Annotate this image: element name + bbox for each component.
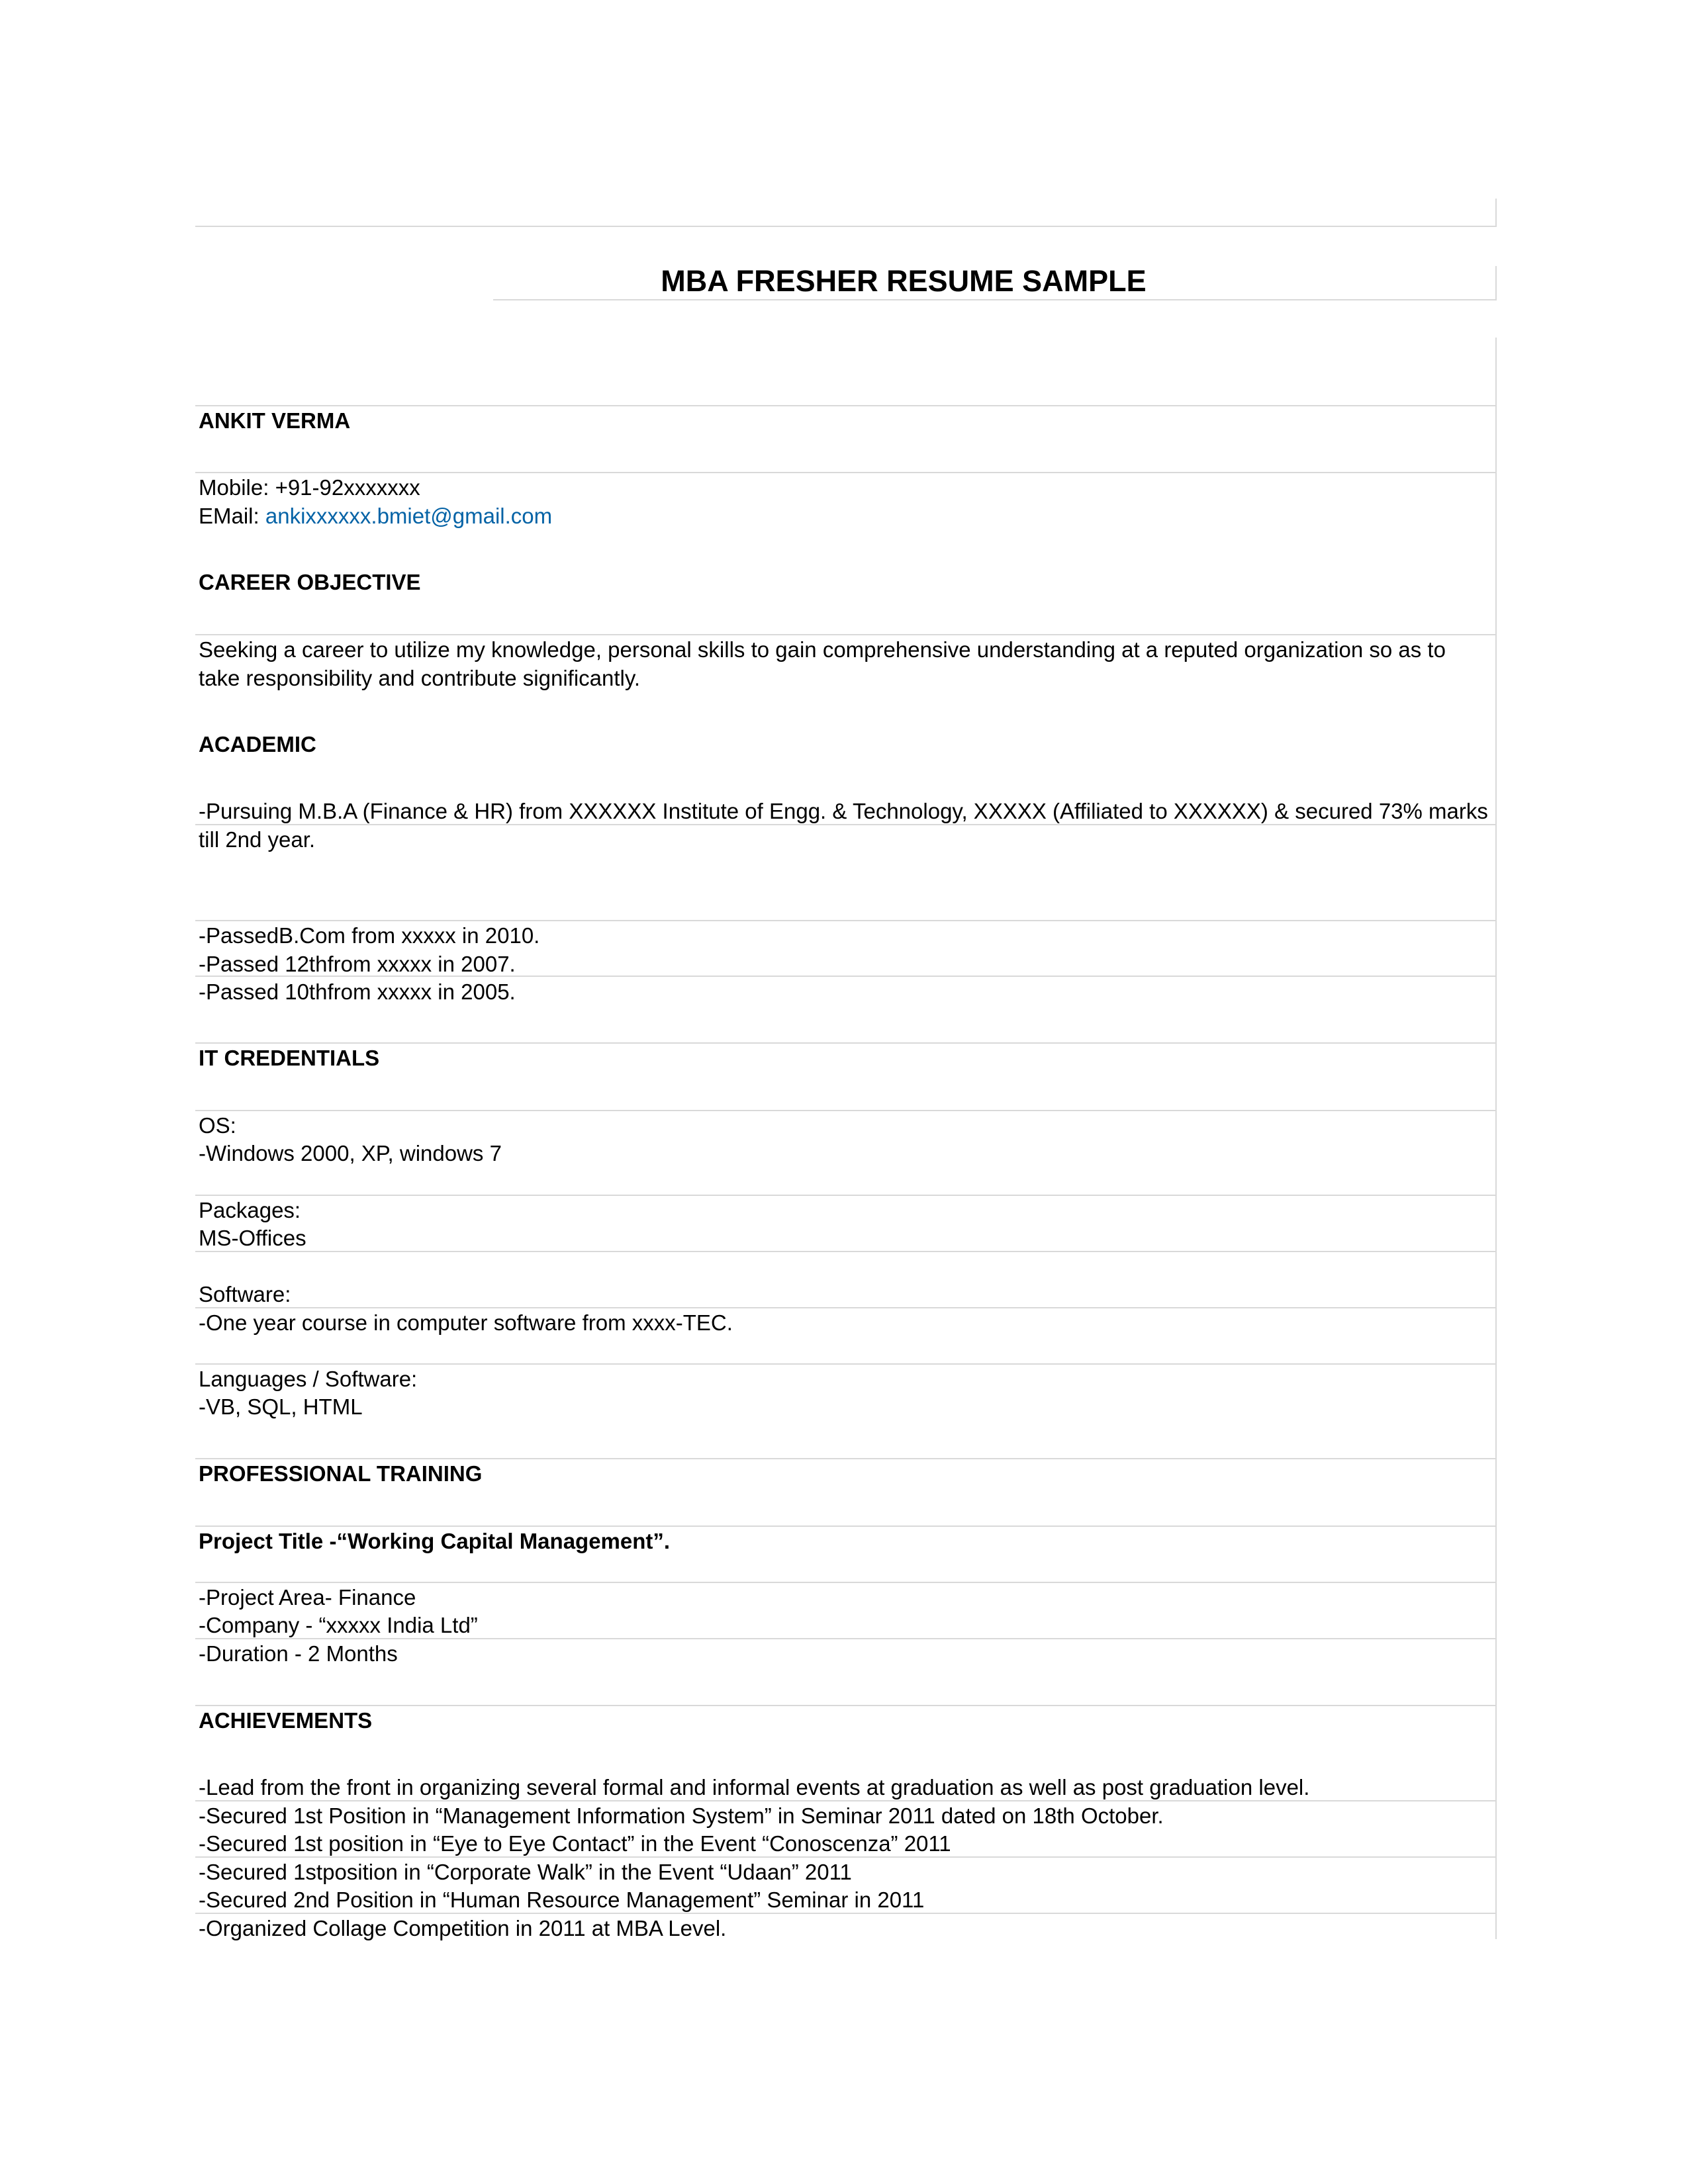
grid-hline — [195, 226, 1497, 227]
grid-hline — [195, 1195, 1497, 1196]
languages-value: -VB, SQL, HTML — [199, 1394, 363, 1419]
career-objective-text: Seeking a career to utilize my knowledge, personal skills to gain comprehensive understanding at a reputed organization so as to take responsibility and contribute significantly. — [199, 637, 1446, 690]
grid-hline — [195, 405, 1497, 406]
achievement-item: -Lead from the front in organizing several formal and informal events at graduation as well as post graduation level. — [199, 1775, 1310, 1799]
grid-hline — [195, 1251, 1497, 1252]
achievements-heading: ACHIEVEMENTS — [199, 1708, 373, 1733]
packages-label: Packages: — [199, 1198, 301, 1222]
mobile-line — [199, 473, 420, 502]
os-value: -Windows 2000, XP, windows 7 — [199, 1141, 502, 1165]
languages-label: Languages / Software: — [199, 1367, 418, 1391]
software-label: Software: — [199, 1282, 291, 1306]
os-label: OS: — [199, 1113, 236, 1138]
professional-training-heading: PROFESSIONAL TRAINING — [199, 1461, 483, 1486]
grid-hline — [195, 1110, 1497, 1111]
project-detail: -Company - “xxxxx India Ltd” — [199, 1613, 478, 1637]
grid-vline-body — [1495, 338, 1497, 1939]
software-value: -One year course in computer software from xxxx-TEC. — [199, 1310, 733, 1335]
career-objective-heading: CAREER OBJECTIVE — [199, 570, 421, 594]
email-label: EMail: — [199, 504, 265, 528]
mobile-number: +91-92xxxxxxx — [275, 475, 420, 500]
achievement-item: -Secured 2nd Position in “Human Resource Management” Seminar in 2011 — [199, 1888, 925, 1912]
academic-heading: ACADEMIC — [199, 732, 316, 756]
academic-item: -Passed 12thfrom xxxxx in 2007. — [199, 952, 516, 976]
academic-item: -PassedB.Com from xxxxx in 2010. — [199, 923, 540, 948]
candidate-name: ANKIT VERMA — [199, 408, 351, 433]
resume-title: MBA FRESHER RESUME SAMPLE — [661, 264, 1147, 298]
mobile-label: Mobile: — [199, 475, 275, 500]
grid-vline-title — [1495, 266, 1497, 299]
grid-hline — [195, 1042, 1497, 1044]
project-detail: -Duration - 2 Months — [199, 1641, 398, 1666]
achievement-item: -Secured 1st position in “Eye to Eye Contact” in the Event “Conoscenza” 2011 — [199, 1831, 951, 1856]
it-credentials-heading: IT CREDENTIALS — [199, 1046, 380, 1070]
email-link[interactable]: ankixxxxxx.bmiet@gmail.com — [265, 504, 553, 528]
academic-mba: -Pursuing M.B.A (Finance & HR) from XXXXXX Institute of Engg. & Technology, XXXXX (Affiliated to XXXXXX) & secured 73% marks till 2nd year. — [199, 799, 1488, 852]
academic-item: -Passed 10thfrom xxxxx in 2005. — [199, 979, 516, 1004]
email-line — [199, 502, 552, 530]
packages-value: MS-Offices — [199, 1226, 306, 1250]
achievement-item: -Secured 1st Position in “Management Information System” in Seminar 2011 dated on 18th October. — [199, 1803, 1164, 1828]
project-title: Project Title -“Working Capital Management”. — [199, 1529, 671, 1553]
achievement-item: -Secured 1stposition in “Corporate Walk” in the Event “Udaan” 2011 — [199, 1860, 852, 1884]
grid-vline-top — [1495, 199, 1497, 226]
achievement-item: -Organized Collage Competition in 2011 at MBA Level. — [199, 1916, 727, 1940]
grid-hline — [195, 1705, 1497, 1706]
project-detail: -Project Area- Finance — [199, 1585, 416, 1610]
